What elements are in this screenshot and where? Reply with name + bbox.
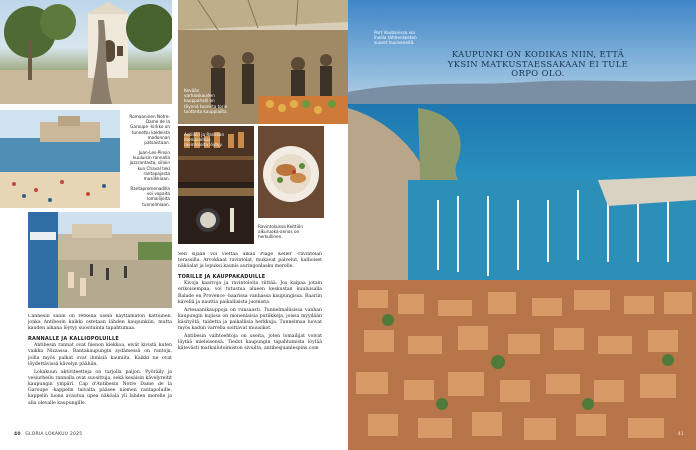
body-column-2 xyxy=(178,252,322,430)
beach-photo xyxy=(0,110,120,208)
church-caption: Romaaninen Notre-Dame de la Garoupe -kirkko on tunnettu kaldeista madonnan patsaistaan. xyxy=(129,114,170,146)
beach-caption: Juan-Les-Pinsin kuuluisin rannalla jazzrantasta, silloin kun Chaval teki rantapajasta musiikkiaan. xyxy=(129,150,170,182)
promenade-caption: Rantapromenadilla voi vapaita lomailijoita tunnelmiaan. xyxy=(130,186,170,207)
heading-beaches: RANNALLE JA KALLIOPOLUILLE xyxy=(28,335,120,342)
page-number-right: 41 xyxy=(677,432,684,437)
col2-para-1: Sen sijaan voi viettää aikaa Plage Keller -ravintolan terassilla. Arvokkaat ravintolat, mukavat palvelut, kallioiset näköalat ja lopuksi kaunis auringonlasku merelle. xyxy=(178,252,322,270)
col1-para-2: Antibesin rannat ovat hienon kiekkoa, eivät kivistä kuten vaikka Nizzassa. Rantakaupungin sydämessä on rantoja, joilla myös palkat ovat ihmisiä kauniita. Kaikki ne ovat löydettävissä kävelyn päähän. xyxy=(28,343,172,367)
food-caption: Ravintolaissa Keittiön alkuruoka-annos on herkullinen. xyxy=(258,224,303,240)
pull-quote: KAUPUNKI ON KODIKAS NIIN, ETTÄ YKSIN MATKUSTAESSAKAAN EI TULE ORPO OLO. xyxy=(447,49,629,79)
marina-caption: Port Vaubanissa voi ihailla tähtienlaisten suuret huviveneitä. xyxy=(374,30,417,46)
page-number-left: 40 xyxy=(14,432,21,437)
folio-left xyxy=(14,432,82,437)
col2-para-2: Kivoja kaarroja ja ravintoloita riittää. Jos kaipaa jotain erikoisempaa, voi tutustua alueen keskustan kuuluisalla Balade en Provence -baarissa vanhassa kaupungissa. Baariin kävellä ja nauttia paikallisista juomista. xyxy=(178,281,322,305)
col2-para-3: Artesaanikauppoja on runsaasti. Tunnelmallisissa vanhan kaupungin kujissa on monenlaisia putiikkeja, joissa myydään käsityötä, taidetta ja paikallisia herkkuja. Tunnelmaa luovat myös kadun varrella soittavat muusikot. xyxy=(178,307,322,332)
heading-markets: TORILLE JA KAUPPAKADUILLE xyxy=(178,273,266,280)
market-caption: Kevään varhaiskauden kauppahalli on täynnä tuoreita torin tuotteita kauppiailta. xyxy=(184,88,228,114)
church-photo xyxy=(0,0,172,104)
body-column-1 xyxy=(28,314,172,430)
col1-para-3: Lokakuun aktiviteetteja on tarjolla paljon. Pyöräily ja vesiurheilu rannalla ovat suosittuja, sekä kesäisin kävelyreitit kaupungin ympäri. Cap d'Antibesin Notre Dame de la Garoupe -kappelin taivalta pääsee niemen rantapoluille, kappelin luona avautuu upea näköala yli lahden merelle ja alla olevalle kaupungille. xyxy=(28,369,172,406)
promenade-photo xyxy=(28,212,172,308)
col2-para-4: Antibesin vaihtoehtoja on useita, joten lomailijat voivat löytää mieleisensä. Tiedot kaupungin tapahtumista löytää kätevästi matkailutoimiston sivuilta. antibesjuanlespins.com xyxy=(178,333,322,352)
col1-para-1: Cannesin saliin on retkellä usein käyttämätön kattoinen, jonka Antibesin kaikki ostetaan lähden kaupunkiin, mutta kauden aikana löytyy suosituinta tapahtumaa. xyxy=(28,314,172,332)
magazine-issue: GLORIA LOKAKUU 2025 xyxy=(25,432,83,437)
bar-caption: Antiibin ja Ranskan monipuolisia ravintoloita löytyy. xyxy=(184,132,225,148)
food-photo xyxy=(258,126,324,218)
folio-right xyxy=(678,432,684,437)
